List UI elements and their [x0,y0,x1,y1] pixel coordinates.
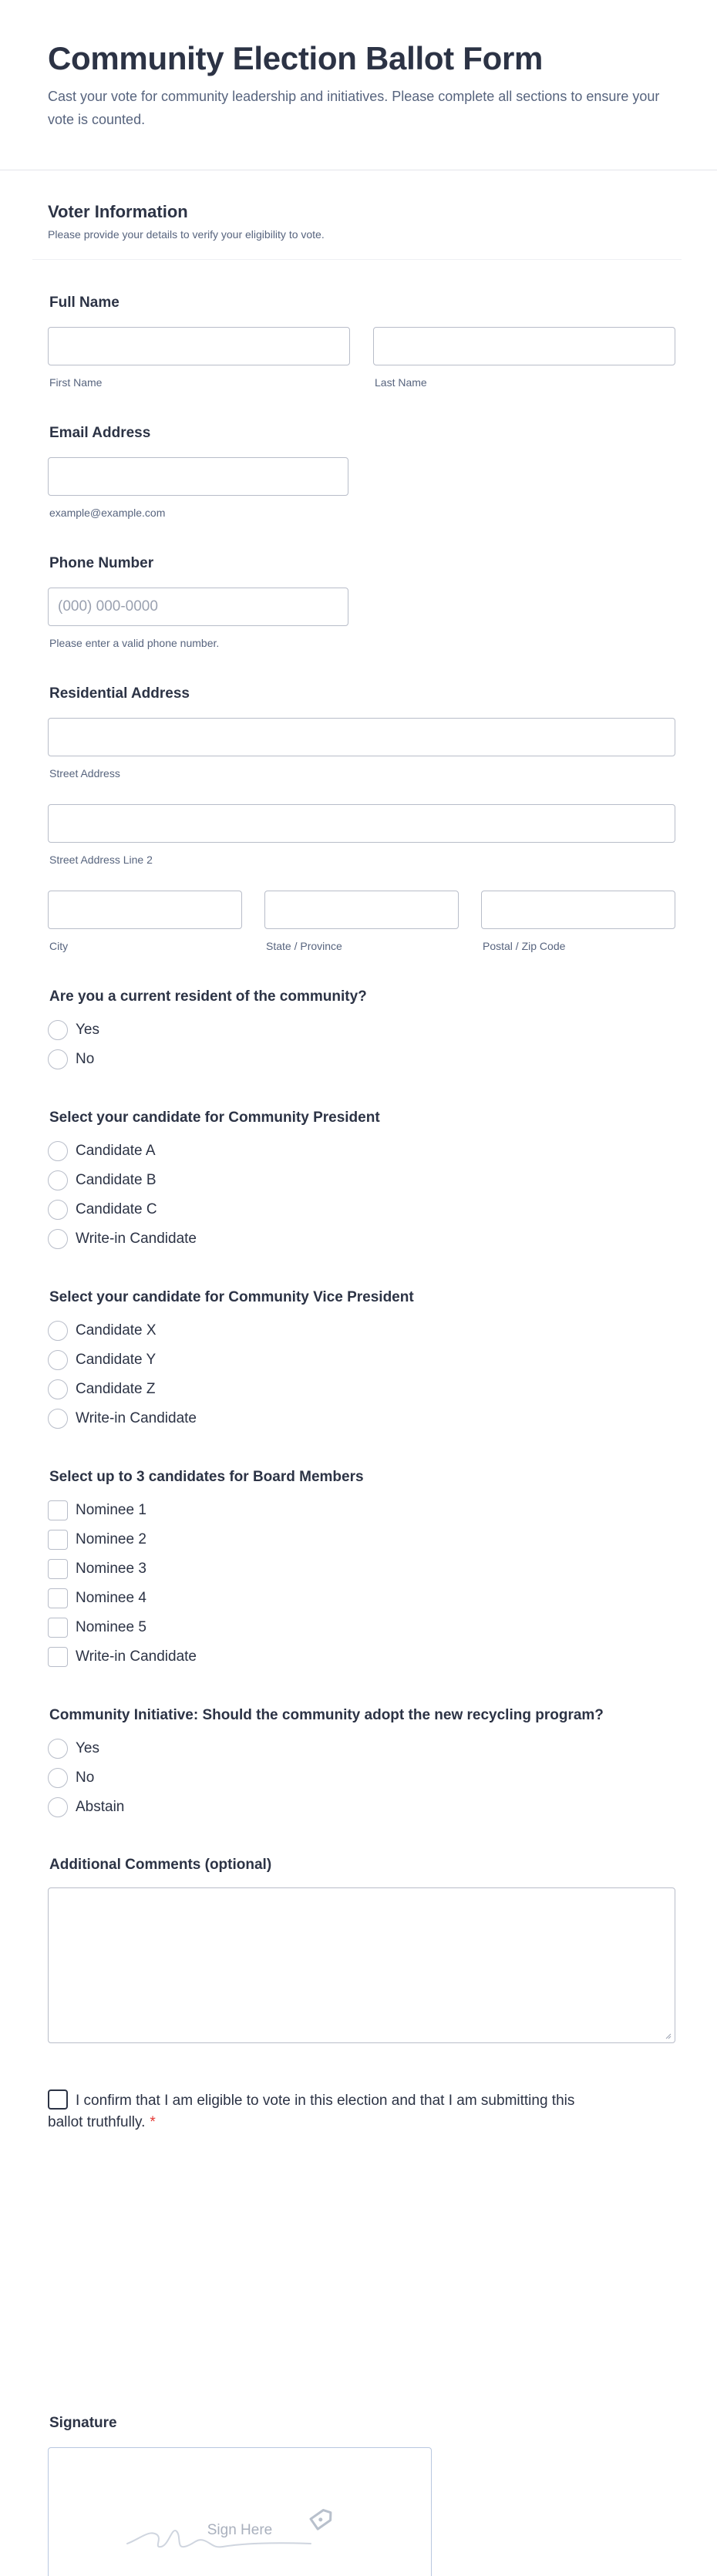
form-description: Cast your vote for community leadership and initiatives. Please complete all sections to ensure your vote is counted. [48,89,660,127]
board-option-nominee-5[interactable] [48,1617,146,1638]
board-option-write-in[interactable] [48,1646,197,1668]
required-mark: * [150,2114,156,2130]
president-option-write-in[interactable] [48,1228,197,1250]
checkbox[interactable] [48,1588,68,1608]
option-label: Abstain [76,1799,125,1815]
city-input[interactable] [48,891,242,929]
radio-button[interactable] [48,1768,68,1788]
vice-president-question: Select your candidate for Community Vice President [49,1289,414,1305]
checkbox[interactable] [48,1618,68,1638]
section-title: Voter Information [48,202,188,221]
option-label: No [76,1770,95,1786]
email-input[interactable] [48,457,348,496]
board-option-nominee-3[interactable] [48,1558,146,1580]
vice-president-option-x[interactable] [48,1320,157,1342]
vice-president-option-write-in[interactable] [48,1408,197,1429]
resident-option-no[interactable] [48,1049,94,1070]
option-label: Nominee 1 [76,1502,146,1518]
state-input[interactable] [264,891,459,929]
email-sublabel: example@example.com [49,507,166,519]
phone-input[interactable]: (000) 000-0000 [48,588,348,626]
form-title: Community Election Ballot Form [48,40,544,76]
radio-button[interactable] [48,1229,68,1249]
signature-pad[interactable] [48,2447,432,2576]
option-label: Write-in Candidate [76,1231,197,1247]
signature-hint: Sign Here [207,2522,273,2538]
street-address-line2-sublabel: Street Address Line 2 [49,854,153,866]
radio-button[interactable] [48,1141,68,1161]
initiative-question: Community Initiative: Should the community adopt the new recycling program? [49,1707,604,1723]
eligibility-consent[interactable] [48,2089,587,2133]
initiative-option-yes[interactable] [48,1738,99,1759]
checkbox[interactable] [48,1500,68,1520]
first-name-input[interactable] [48,327,350,365]
radio-button[interactable] [48,1350,68,1370]
radio-button[interactable] [48,1200,68,1220]
first-name-sublabel: First Name [49,376,103,389]
vice-president-option-z[interactable] [48,1379,156,1400]
checkbox[interactable] [48,1530,68,1550]
comments-label: Additional Comments (optional) [49,1857,272,1873]
radio-button[interactable] [48,1321,68,1341]
initiative-option-no[interactable] [48,1767,94,1789]
state-sublabel: State / Province [266,940,342,952]
option-label: Yes [76,1740,99,1756]
radio-button[interactable] [48,1409,68,1429]
radio-button[interactable] [48,1739,68,1759]
option-label: Candidate C [76,1201,157,1217]
last-name-input[interactable] [373,327,675,365]
option-label: Candidate X [76,1322,157,1339]
option-label: Write-in Candidate [76,1410,197,1426]
option-label: No [76,1051,95,1067]
checkbox[interactable] [48,1647,68,1667]
board-question: Select up to 3 candidates for Board Members [49,1469,364,1485]
resident-question: Are you a current resident of the community? [49,988,367,1005]
option-label: Write-in Candidate [76,1648,197,1665]
board-option-nominee-4[interactable] [48,1588,146,1609]
full-name-label: Full Name [49,295,120,311]
radio-button[interactable] [48,1170,68,1190]
board-option-nominee-2[interactable] [48,1529,146,1551]
option-label: Yes [76,1022,99,1038]
president-option-c[interactable] [48,1199,157,1221]
option-label: Nominee 5 [76,1619,146,1635]
section-divider [32,259,682,260]
option-label: Nominee 4 [76,1590,146,1606]
consent-text: I confirm that I am eligible to vote in this election and that I am submitting this ballot truthfully. [48,2093,575,2130]
street-address-line2-input[interactable] [48,804,675,843]
street-address-sublabel: Street Address [49,767,120,780]
option-label: Candidate Z [76,1381,156,1397]
radio-button[interactable] [48,1020,68,1040]
zip-input[interactable] [481,891,675,929]
option-label: Candidate Y [76,1352,157,1368]
city-sublabel: City [49,940,69,952]
president-option-a[interactable] [48,1140,156,1162]
email-label: Email Address [49,425,151,441]
checkbox[interactable] [48,1559,68,1579]
voter-information-section [48,202,325,241]
phone-sublabel: Please enter a valid phone number. [49,637,220,649]
president-question: Select your candidate for Community President [49,1110,380,1126]
president-option-b[interactable] [48,1170,157,1191]
option-label: Nominee 2 [76,1531,146,1547]
consent-checkbox[interactable] [48,2089,68,2110]
resize-grip-icon[interactable] [665,2033,672,2039]
vice-president-option-y[interactable] [48,1349,156,1371]
option-label: Candidate B [76,1172,157,1188]
last-name-sublabel: Last Name [375,376,427,389]
initiative-option-abstain[interactable] [48,1796,124,1818]
radio-button[interactable] [48,1379,68,1399]
zip-sublabel: Postal / Zip Code [483,940,566,952]
street-address-input[interactable] [48,718,675,756]
radio-button[interactable] [48,1797,68,1817]
signature-label: Signature [49,2415,117,2431]
form-header [48,37,680,131]
address-label: Residential Address [49,685,190,702]
option-label: Nominee 3 [76,1561,146,1577]
resident-option-yes[interactable] [48,1019,99,1041]
comments-textarea[interactable] [48,1887,675,2043]
radio-button[interactable] [48,1049,68,1069]
option-label: Candidate A [76,1143,156,1159]
phone-label: Phone Number [49,555,154,571]
section-subtitle: Please provide your details to verify your eligibility to vote. [48,228,325,241]
board-option-nominee-1[interactable] [48,1500,146,1521]
